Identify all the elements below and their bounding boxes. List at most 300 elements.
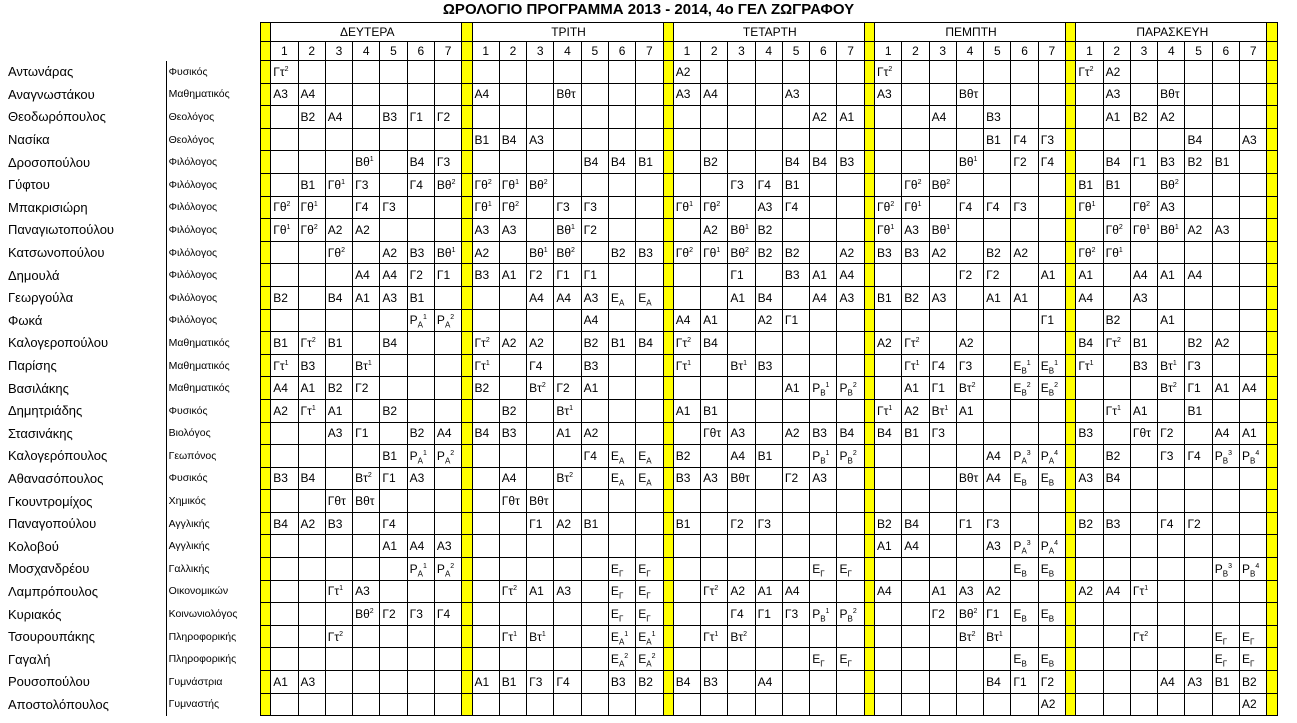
class-cell: $B\theta^2$: [527, 173, 554, 196]
day-separator: [663, 332, 673, 355]
class-cell: Α4: [1185, 264, 1212, 287]
class-cell: [902, 445, 929, 468]
day-separator: [663, 106, 673, 129]
teacher-name: Καλογερόπουλος: [6, 445, 166, 468]
class-cell: [407, 332, 434, 355]
day-separator: [1267, 603, 1278, 626]
period-number: 2: [902, 42, 929, 61]
class-cell: [984, 61, 1011, 84]
day-separator: [260, 196, 270, 219]
class-cell: $E_\Gamma$: [608, 580, 635, 603]
day-separator: [462, 128, 472, 151]
class-cell: [875, 173, 902, 196]
day-separator: [1066, 332, 1076, 355]
class-cell: Β3: [902, 241, 929, 264]
day-separator: [260, 377, 270, 400]
class-cell: Α3: [1212, 219, 1239, 242]
class-cell: [554, 173, 581, 196]
class-cell: [984, 422, 1011, 445]
class-cell: Γ3: [782, 603, 809, 626]
class-cell: [1212, 354, 1239, 377]
class-cell: Β4: [608, 151, 635, 174]
class-cell: [298, 61, 325, 84]
class-cell: Β2: [608, 241, 635, 264]
class-cell: [1158, 128, 1185, 151]
class-cell: $\Gamma\theta^2$: [499, 196, 526, 219]
class-cell: Γ3: [1011, 196, 1038, 219]
class-cell: [472, 512, 499, 535]
class-cell: Βθτ: [1158, 83, 1185, 106]
class-cell: [380, 128, 407, 151]
class-cell: [837, 332, 864, 355]
class-cell: [499, 512, 526, 535]
class-cell: [434, 196, 461, 219]
class-cell: [353, 241, 380, 264]
class-cell: [1185, 309, 1212, 332]
class-cell: [1103, 196, 1130, 219]
class-cell: [1103, 693, 1130, 716]
class-cell: $B\theta^2$: [956, 603, 983, 626]
class-cell: Α1: [554, 422, 581, 445]
class-cell: $P_A^4$: [1038, 535, 1065, 558]
class-cell: [875, 106, 902, 129]
class-cell: [1011, 422, 1038, 445]
day-separator: [864, 128, 874, 151]
class-cell: [581, 625, 608, 648]
class-cell: Α2: [810, 106, 837, 129]
class-cell: [1011, 625, 1038, 648]
class-cell: Γ1: [956, 512, 983, 535]
class-cell: [325, 467, 352, 490]
class-cell: $B\tau^2$: [728, 625, 755, 648]
class-cell: $\Gamma\tau^2$: [1130, 625, 1157, 648]
class-cell: [298, 422, 325, 445]
day-separator: [462, 106, 472, 129]
class-cell: [1103, 264, 1130, 287]
class-cell: [472, 151, 499, 174]
class-cell: Β1: [325, 332, 352, 355]
class-cell: [499, 286, 526, 309]
class-cell: [1130, 61, 1157, 84]
class-cell: [673, 106, 700, 129]
class-cell: Α4: [902, 535, 929, 558]
class-cell: [472, 61, 499, 84]
class-cell: [1240, 196, 1267, 219]
teacher-name: Στασινάκης: [6, 422, 166, 445]
class-cell: $B\tau^2$: [956, 377, 983, 400]
class-cell: Α1: [1011, 286, 1038, 309]
class-cell: Γ3: [1038, 128, 1065, 151]
class-cell: $E_\Gamma$: [1212, 648, 1239, 671]
class-cell: [1076, 106, 1103, 129]
class-cell: $B\theta^1$: [1158, 219, 1185, 242]
class-cell: [1240, 264, 1267, 287]
class-cell: [810, 241, 837, 264]
class-cell: [1103, 671, 1130, 694]
class-cell: Α2: [1103, 61, 1130, 84]
day-separator: [864, 558, 874, 581]
class-cell: [1130, 512, 1157, 535]
class-cell: [902, 625, 929, 648]
class-cell: [608, 264, 635, 287]
teacher-row: [6, 558, 1278, 581]
class-cell: Α1: [875, 535, 902, 558]
teacher-row: [6, 286, 1278, 309]
class-cell: [434, 377, 461, 400]
class-cell: [1158, 332, 1185, 355]
class-cell: [929, 445, 956, 468]
class-cell: Β3: [810, 422, 837, 445]
class-cell: [298, 625, 325, 648]
class-cell: [353, 535, 380, 558]
class-cell: [673, 693, 700, 716]
class-cell: [608, 83, 635, 106]
day-separator: [260, 580, 270, 603]
class-cell: [636, 422, 663, 445]
class-cell: Α1: [1038, 264, 1065, 287]
class-cell: Α3: [984, 535, 1011, 558]
class-cell: Γ3: [956, 354, 983, 377]
class-cell: [581, 173, 608, 196]
teacher-row: [6, 128, 1278, 151]
class-cell: [554, 535, 581, 558]
class-cell: $P_B^2$: [837, 603, 864, 626]
class-cell: [636, 173, 663, 196]
class-cell: Β4: [298, 467, 325, 490]
class-cell: [636, 535, 663, 558]
class-cell: Α2: [728, 580, 755, 603]
day-separator: [1267, 219, 1278, 242]
class-cell: [407, 128, 434, 151]
day-separator: [663, 693, 673, 716]
class-cell: [1076, 671, 1103, 694]
class-cell: [1011, 219, 1038, 242]
day-separator: [1066, 196, 1076, 219]
class-cell: $\Gamma\theta^2$: [1103, 219, 1130, 242]
class-cell: [755, 399, 782, 422]
class-cell: $\Gamma\tau^1$: [875, 399, 902, 422]
class-cell: Α2: [875, 332, 902, 355]
teacher-name: Κολοβού: [6, 535, 166, 558]
class-cell: Α1: [271, 671, 298, 694]
day-separator: [663, 241, 673, 264]
class-cell: [673, 603, 700, 626]
day-separator: [462, 648, 472, 671]
class-cell: [353, 445, 380, 468]
class-cell: $P_B^2$: [837, 445, 864, 468]
class-cell: [984, 219, 1011, 242]
class-cell: Α4: [810, 286, 837, 309]
class-cell: Γ1: [1011, 671, 1038, 694]
class-cell: Β4: [581, 151, 608, 174]
class-cell: [1158, 558, 1185, 581]
class-cell: [608, 377, 635, 400]
class-cell: [298, 128, 325, 151]
class-cell: [271, 558, 298, 581]
class-cell: [673, 173, 700, 196]
teacher-name: Λαμπρόπουλος: [6, 580, 166, 603]
class-cell: Γ2: [527, 264, 554, 287]
teacher-name: Μπακρισιώρη: [6, 196, 166, 219]
class-cell: [875, 264, 902, 287]
teacher-row: [6, 693, 1278, 716]
class-cell: [875, 309, 902, 332]
class-cell: Β2: [380, 399, 407, 422]
day-separator: [260, 309, 270, 332]
class-cell: Α4: [728, 445, 755, 468]
day-separator: [260, 83, 270, 106]
day-separator: [462, 173, 472, 196]
class-cell: [325, 83, 352, 106]
class-cell: [527, 445, 554, 468]
class-cell: [1038, 422, 1065, 445]
class-cell: [298, 264, 325, 287]
class-cell: [1185, 580, 1212, 603]
day-separator: [1066, 354, 1076, 377]
teacher-name: Παναγιωτοπούλου: [6, 219, 166, 242]
class-cell: $P_A^2$: [434, 558, 461, 581]
class-cell: [810, 83, 837, 106]
class-cell: Α2: [1076, 580, 1103, 603]
class-cell: [837, 196, 864, 219]
teacher-subject: Βιολόγος: [166, 422, 260, 445]
class-cell: Γ1: [1130, 151, 1157, 174]
class-cell: [380, 354, 407, 377]
teacher-row: [6, 377, 1278, 400]
class-cell: [271, 106, 298, 129]
class-cell: [755, 264, 782, 287]
period-number: 3: [325, 42, 352, 61]
class-cell: [353, 693, 380, 716]
day-separator: [864, 445, 874, 468]
class-cell: [728, 309, 755, 332]
class-cell: Γ1: [755, 603, 782, 626]
class-cell: [956, 61, 983, 84]
class-cell: $E_\Gamma$: [636, 580, 663, 603]
class-cell: [636, 219, 663, 242]
class-cell: Α4: [1212, 422, 1239, 445]
class-cell: Β1: [1212, 671, 1239, 694]
class-cell: [1212, 512, 1239, 535]
class-cell: Α3: [875, 83, 902, 106]
class-cell: [701, 558, 728, 581]
class-cell: Γ2: [728, 512, 755, 535]
class-cell: Γ3: [1158, 445, 1185, 468]
class-cell: [298, 603, 325, 626]
class-cell: $\Gamma\theta^1$: [298, 196, 325, 219]
class-cell: Γ2: [407, 264, 434, 287]
class-cell: [1185, 535, 1212, 558]
class-cell: Α1: [984, 286, 1011, 309]
day-separator: [462, 512, 472, 535]
class-cell: Γ4: [407, 173, 434, 196]
class-cell: Α4: [1240, 377, 1267, 400]
class-cell: [1240, 512, 1267, 535]
class-cell: [929, 648, 956, 671]
class-cell: Γ3: [929, 422, 956, 445]
class-cell: [434, 354, 461, 377]
class-cell: Β3: [755, 354, 782, 377]
day-separator: [1267, 535, 1278, 558]
class-cell: Β4: [984, 671, 1011, 694]
teacher-row: [6, 219, 1278, 242]
teacher-name: Τσουρουπάκης: [6, 625, 166, 648]
class-cell: Α1: [701, 309, 728, 332]
class-cell: [929, 196, 956, 219]
teacher-row: [6, 535, 1278, 558]
class-cell: Β3: [499, 422, 526, 445]
class-cell: [1240, 61, 1267, 84]
day-separator: [462, 625, 472, 648]
class-cell: $E_A$: [636, 445, 663, 468]
day-separator: [1267, 264, 1278, 287]
class-cell: Βθτ: [527, 490, 554, 513]
class-cell: [810, 309, 837, 332]
class-cell: [782, 490, 809, 513]
class-cell: Α2: [1011, 241, 1038, 264]
class-cell: [1240, 219, 1267, 242]
class-cell: $B\theta^1$: [434, 241, 461, 264]
class-cell: [636, 309, 663, 332]
day-separator: [1066, 603, 1076, 626]
day-separator: [1066, 535, 1076, 558]
teacher-row: [6, 399, 1278, 422]
class-cell: [1038, 490, 1065, 513]
class-cell: [527, 603, 554, 626]
class-cell: [728, 83, 755, 106]
class-cell: Α2: [353, 219, 380, 242]
class-cell: Α2: [701, 219, 728, 242]
class-cell: [581, 83, 608, 106]
class-cell: [1185, 241, 1212, 264]
teacher-row: [6, 467, 1278, 490]
class-cell: Α1: [353, 286, 380, 309]
class-cell: [271, 535, 298, 558]
class-cell: $\Gamma\theta^1$: [271, 219, 298, 242]
day-separator: [864, 23, 874, 42]
class-cell: Α1: [782, 377, 809, 400]
class-cell: [380, 490, 407, 513]
class-cell: [673, 625, 700, 648]
class-cell: [581, 580, 608, 603]
class-cell: Γ2: [1038, 671, 1065, 694]
teacher-name: Αθανασόπουλος: [6, 467, 166, 490]
teacher-name: Δημητριάδης: [6, 399, 166, 422]
class-cell: [1103, 128, 1130, 151]
teacher-subject: Αγγλικής: [166, 535, 260, 558]
class-cell: [1240, 535, 1267, 558]
class-cell: [1240, 603, 1267, 626]
class-cell: [728, 377, 755, 400]
class-cell: $B\tau^2$: [554, 467, 581, 490]
day-separator: [260, 332, 270, 355]
class-cell: $P_B^1$: [810, 445, 837, 468]
class-cell: Β3: [673, 467, 700, 490]
day-separator: [462, 399, 472, 422]
class-cell: [1158, 490, 1185, 513]
day-separator: [260, 490, 270, 513]
class-cell: [956, 535, 983, 558]
class-cell: Β3: [1158, 151, 1185, 174]
day-separator: [260, 354, 270, 377]
class-cell: $\Gamma\tau^1$: [1103, 399, 1130, 422]
class-cell: Β1: [472, 128, 499, 151]
class-cell: [407, 196, 434, 219]
class-cell: $\Gamma\theta^2$: [271, 196, 298, 219]
class-cell: Γθτ: [325, 490, 352, 513]
class-cell: [837, 625, 864, 648]
class-cell: $P_B^1$: [810, 603, 837, 626]
class-cell: [1185, 106, 1212, 129]
class-cell: [434, 128, 461, 151]
class-cell: [1185, 490, 1212, 513]
class-cell: Α3: [782, 83, 809, 106]
class-cell: [499, 151, 526, 174]
class-cell: $\Gamma\theta^1$: [902, 196, 929, 219]
day-separator: [1267, 128, 1278, 151]
class-cell: $E_B$: [1011, 648, 1038, 671]
class-cell: [499, 309, 526, 332]
day-separator: [260, 151, 270, 174]
class-cell: [1212, 106, 1239, 129]
class-cell: $\Gamma\tau^2$: [271, 61, 298, 84]
teacher-subject: Φιλόλογος: [166, 196, 260, 219]
class-cell: $\Gamma\theta^2$: [902, 173, 929, 196]
class-cell: [499, 445, 526, 468]
period-number: 7: [1240, 42, 1267, 61]
class-cell: [1240, 173, 1267, 196]
class-cell: [499, 693, 526, 716]
day-separator: [864, 377, 874, 400]
class-cell: Γ2: [984, 264, 1011, 287]
class-cell: [298, 151, 325, 174]
class-cell: Β2: [499, 399, 526, 422]
class-cell: Β2: [298, 106, 325, 129]
period-number: 2: [499, 42, 526, 61]
class-cell: [782, 128, 809, 151]
class-cell: [1103, 422, 1130, 445]
teacher-subject: Φιλόλογος: [166, 286, 260, 309]
class-cell: [902, 693, 929, 716]
class-cell: [701, 648, 728, 671]
teacher-name: Καλογεροπούλου: [6, 332, 166, 355]
class-cell: [499, 83, 526, 106]
class-cell: [673, 648, 700, 671]
class-cell: Α1: [673, 399, 700, 422]
class-cell: [728, 106, 755, 129]
class-cell: [1011, 106, 1038, 129]
class-cell: [1038, 286, 1065, 309]
class-cell: [875, 693, 902, 716]
class-cell: Α4: [380, 264, 407, 287]
class-cell: [701, 490, 728, 513]
class-cell: Β3: [298, 354, 325, 377]
class-cell: [527, 558, 554, 581]
class-cell: $B\theta^1$: [527, 241, 554, 264]
class-cell: [1185, 467, 1212, 490]
class-cell: $B\tau^1$: [1158, 354, 1185, 377]
day-separator: [1066, 286, 1076, 309]
class-cell: [984, 558, 1011, 581]
class-cell: Β1: [298, 173, 325, 196]
class-cell: $P_A^1$: [407, 309, 434, 332]
class-cell: [1130, 377, 1157, 400]
class-cell: Γ1: [728, 264, 755, 287]
class-cell: Γ2: [554, 377, 581, 400]
day-separator: [1267, 445, 1278, 468]
period-number: 6: [407, 42, 434, 61]
class-cell: Βθτ: [956, 83, 983, 106]
